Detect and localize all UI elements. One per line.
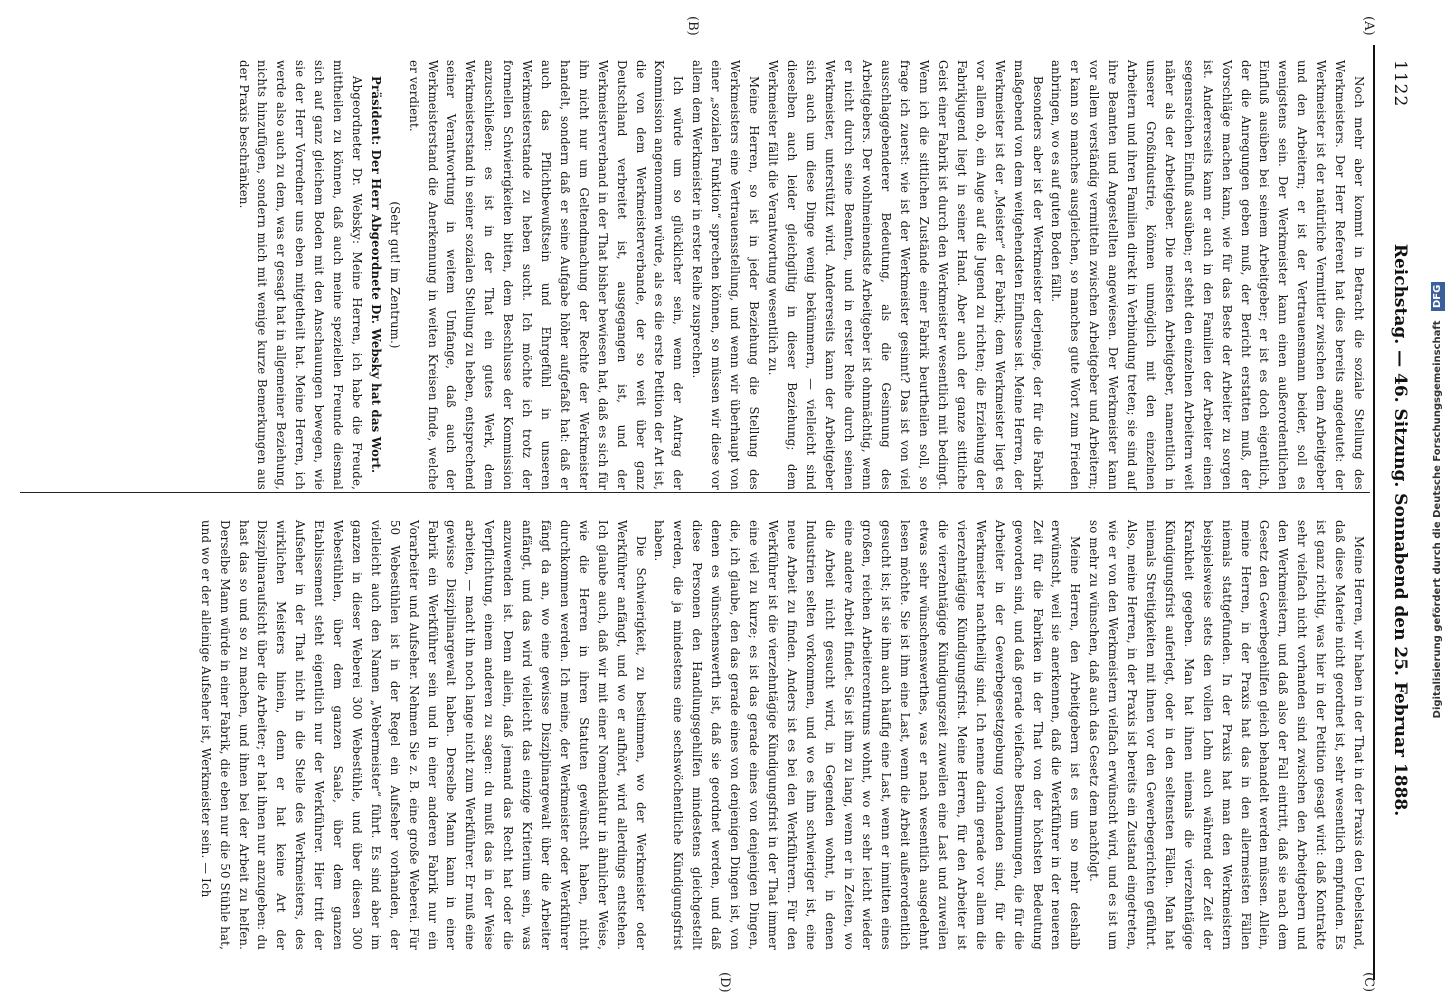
page-number: 1122: [1390, 60, 1410, 108]
president-remark: Präsident: Der Herr Abgeordnete Dr. Websky hat das Wort.: [368, 76, 383, 474]
paragraph: Meine Herren, den Arbeitgebern ist es um so mehr deshalb erwünscht, weil sie anerkennen, daß die Werkführer in der neueren Zeit für die Fabriken in der That von der höchsten Bedeutung geworden sind, und daß gerade vielfache Bestimmungen, die für die Arbeiter in der Gewerbegesetzgebung vorhanden sind, für die Werkmeister nachtheilig sind. Ich nenne darin gerade vor allem die vierzehntägige Kündigungsfrist. Meine Herren, für den Arbeiter ist die vierzehntägige Kündigungszeit zuweilen eine Last und zuweilen etwas sehr wünschenswerthes, was er nach wesentlich ausgedehnt lesen möchte. Sie ist ihm eine Last, wenn die Arbeit außerordentlich gesucht ist; ist sie ihm auch häufig eine Last, wenn er inmitten eines großen, reichen Arbeitercentrums wohnt, wo er sehr leicht wieder eine andere Arbeit findet. Sie ist ihm zu lang, wenn er in Zeiten, wo die Arbeit nicht gesucht wird, in Gegenden wohnt, in denen Industrien selten vorkommen, und wo es ihm schwieriger ist, eine neue Arbeit zu finden. Anders ist es bei den Werkführern. Für den Werkführer ist die vierzehntägige Kündigungsfrist in der That immer eine viel zu kurze; es ist das gerade eines von denjenigen Dingen, die, ich glaube, den das gerade eines von denjenigen Dingen ist, von denen es wünschenswerth ist, daß sie geordnet werden, und daß diese Personen den Handlungsgehilfen mindestens gleichgestellt werden, die ja mindestens eine sechswöchentliche Kündigungsfrist haben.: [652, 520, 1083, 950]
paragraph: Ich würde um so glücklicher sein, wenn der Antrag der Kommission angenommen würde, als es die erste Petition der Art ist, die von dem Werkmeisterverbande, der so weit über ganz Deutschland verbreitet ist, ausgegangen ist, und der Werkmeisterverband in der That bisher bewiesen hat, daß es sich für ihn nicht nur um Geltendmachung der Rechte der Werkmeister handelt, sondern daß er seine Aufgabe höher aufgefaßt hat: daß er auch das Pflichtbewußtsein und Ehrgefühl in unseren Werkmeisterstande zu heben sucht. Ich möchte ich trotz der formellen Schwierigkeiten bitten, dem Beschlusse der Kommission anzuschließen: es ist in der That ein gutes Werk, dem Werkmeisterstand in seiner sozialen Stellung zu heben, entsprechend seiner Verantwortung in weitem Umfange, daß auch der Werkmeisterstand die Anerkennung in weiten Kreisen finde, welche er verdient.: [406, 60, 686, 490]
credit-text: Digitalisierung gefördert durch die Deutsche Forschungsgemeinschaft: [1432, 320, 1443, 719]
header-rule: [1373, 45, 1375, 980]
speaker-paragraph: Abgeordneter Dr. Websky: Meine Herren, ich habe die Freude, mittheilen zu können, daß auch meine speziellen Freunde diesmal sich auf ganz gleichem Boden mit den Anschauungen bewegen, wie sie der Herr Vorredner uns eben mitgetheilt hat. Meine Herren, ich werde also auch zu dem, was er gesagt hat in allgemeiner Beziehung, nichts hinzufügen, sondern mich mit wenige kurze Bemerkungen aus der Praxis beschränken.: [236, 60, 364, 490]
dfg-logo: DFG: [1431, 282, 1445, 311]
paragraph: Meine Herren, so ist in jeder Beziehung die Stellung des Werkmeisters eine Vertrauensstellung, und wenn wir überhaupt von einer „sozialen Funktion“ sprechen können, so müssen wir diese vor allem dem Werkmeister in erster Reihe zusprechen.: [690, 60, 761, 490]
margin-marker-b: (B): [685, 16, 700, 36]
margin-marker-a: (A): [1361, 16, 1376, 36]
margin-marker-d: (D): [717, 972, 732, 993]
paragraph: Meine Herren, wir haben in der That in der Praxis den Uebelstand, daß diese Materie nicht geordnet ist, sehr wesentlich empfunden. Es ist ganz richtig, was hier in der Petition gesagt wird: daß Kontrakte sehr vielfach nicht vorhanden sind zwischen den Arbeitgebern und den Werkmeistern, und daß also der Fall eintritt, daß sie nach dem Gesetz den Gewerbegehilfen gleich behandelt werden müssen. Allein, meine Herren, in der Praxis hat das in den allermeisten Fällen niemals stattgefunden. In der Praxis hat man den Werkmeistern beispielsweise stets den vollen Lohn auch während der Zeit der Krankheit gegeben. Man hat ihnen niemals die vierzehntägige Kündigungsfrist auferlegt, oder in den seltensten Fällen. Man hat niemals Streitigkeiten mit ihnen vor den Gewerbegerichten geführt. Also, meine Herren, in der Praxis ist bereits ein Zustand eingetreten, wie er von den Werkmeistern vielfach erwünscht wird, und es ist um so mehr zu wünschen, daß auch das Gesetz dem nachfolgt.: [1087, 520, 1366, 950]
left-column: [234, 60, 1368, 490]
paragraph: Besonders aber ist der Werkmeister derjenige, der für die Fabrik maßgebend von dem weitgehendsten Einflusse ist. Meine Herren, der Werkmeister ist der „Meister“ der Fabrik; dem Werkmeister liegt es vor allem ob, ein Auge auf die Jugend zu richten; die Erziehung der Fabrikjugend liegt in seiner Hand. Aber auch der ganze sittliche Geist einer Fabrik ist durch den Werkmeister wesentlich mit bedingt. Wenn ich die sittlichen Zustände einer Fabrik beurtheilen soll, so frage ich zuerst: wie ist der Werkmeister gesinnt? Das ist von viel ausschlaggebenderer Bedeutung, als die Gesinnung des Arbeitgebers. Der wohlmeinendste Arbeitgeber ist ohnmächtig, wenn er nicht durch seine Beamten, und in erster Reihe durch seinen Werkmeister, unterstützt wird. Andererseits kann der Arbeitgeber sich auch um diese Dinge wenig bekümmern, — vielleicht sind dieselben auch leider gleichgiltig in dieser Beziehung; dem Werkmeister fällt die Verantwortung wesentlich zu.: [765, 60, 1045, 490]
applause-note: (Sehr gut! im Zentrum.): [387, 201, 402, 349]
digitization-credit: [1405, 0, 1443, 1000]
column-divider: [20, 492, 1370, 493]
right-column: [196, 520, 1368, 950]
margin-marker-c: (C): [1361, 972, 1376, 993]
paragraph: Die Schwierigkeit, zu bestimmen, wo der Werkmeister oder Werkführer anfängt, und wo er aufhört, wird allerdings entstehen. Ich glaube auch, daß wir mit einer Nomenklatur in ähnlicher Weise, wie die Herren in ihren Statuten gewünscht haben, nicht durchkommen werden. Ich meine, der Werkmeister oder Werkführer fängt da an, wo eine gewisse Disziplinargewalt über die Arbeiter anfängt, und das wird vielleicht das einzige Kriterium sein, was anzuwenden ist. Denn allein, daß jemand das Recht hat oder die Verpflichtung, einem anderen zu sagen: du mußt das in der Weise arbeiten, — macht ihn noch lange nicht zum Werkführer. Er muß eine gewisse Disziplinargewalt haben. Derselbe Mann kann in einer Fabrik ein Werkführer sein und in einer anderen Fabrik nur ein Vorarbeiter und Aufseher. Nehmen Sie z. B. eine große Weberei. Für 50 Webestühlen ist in der Regel ein Aufseher vorhanden, der vielleicht auch den Namen „Webermeister“ führt. Es sind aber im ganzen in dieser Weberei 300 Webestühle, und über diesen 300 Webestühlen, über dem ganzen Saale, über dem ganzen Etablissement steht eigentlich nur der Werkführer. Hier tritt der Aufseher in der That nicht in die Stelle des Werkmeisters, des wirklichen Meisters hinein, denn er hat keine Art der Disziplinaraufsicht über die Arbeiter; er hat ihnen nur anzugeben: du hast das so und so zu machen, und ihnen bei der Arbeit zu helfen. Derselbe Mann würde in einer Fabrik, die eben nur die 50 Stühle hat, und wo er der alleinige Aufseher ist, Werkmeister sein. — Ich: [198, 520, 648, 950]
session-title: Reichstag. — 46. Sitzung. Sonnabend den 25. Februar 1888.: [1390, 243, 1410, 817]
paragraph: Noch mehr aber kommt in Betracht die soziale Stellung des Werkmeisters. Der Herr Referent hat dies bereits angedeutet: der Werkmeister ist der natürliche Vermittler zwischen dem Arbeitgeber und den Arbeitern; er ist der Vertrauensmann beider, soll es wenigstens sein. Der Werkmeister kann einen außerordentlichen Einfluß ausüben bei seinem Arbeitgeber; er ist es doch eigentlich, der die Anregungen geben muß, der Bericht erstatten muß, der Vorschläge machen kann, wie für das Beste der Arbeiter zu sorgen ist. Andererseits kann er auch in den Familien der Arbeiter einen segensreichen Einfluß ausüben; er steht den einzelnen Arbeitern weit näher als der Arbeitgeber. Die meisten Arbeitgeber, namentlich in unserer Großindustrie, können unmöglich mit den einzelnen Arbeitern und ihren Familien direkt in Verbindung treten; sie sind auf ihre Beamten und Angestellten angewiesen. Der Werkmeister kann vor allem verständig vermitteln zwischen Arbeitgeber und Arbeitern; er kann so manches ausgleichen, so manches gute Wort zum Frieden anbringen, wo es auf guten Boden fällt.: [1049, 60, 1366, 490]
